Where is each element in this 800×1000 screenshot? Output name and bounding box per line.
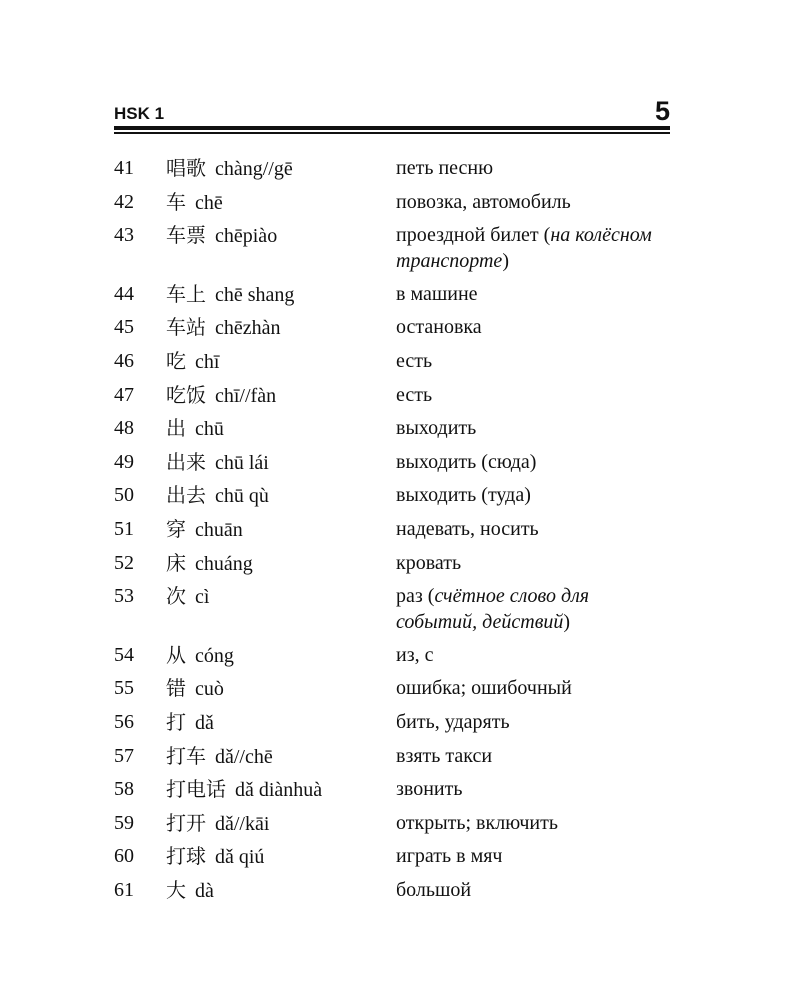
entry-pinyin: dǎ qiú bbox=[215, 846, 265, 869]
entry-pinyin: chī//fàn bbox=[215, 384, 277, 407]
entry-chinese bbox=[166, 743, 396, 770]
entry-chinese bbox=[166, 642, 396, 669]
entry-number: 53 bbox=[114, 585, 134, 608]
vocab-entry bbox=[114, 550, 670, 577]
entry-hanzi: 吃 bbox=[166, 348, 186, 373]
vocab-entry bbox=[114, 675, 670, 702]
translation-text: большой bbox=[396, 878, 472, 901]
entry-translation bbox=[396, 382, 670, 408]
translation-text: ) bbox=[563, 611, 571, 634]
entry-pinyin: chēzhàn bbox=[215, 317, 281, 340]
vocab-entry bbox=[114, 843, 670, 870]
entry-pinyin: dǎ//chē bbox=[215, 745, 273, 768]
entry-pinyin: chuān bbox=[195, 518, 243, 541]
header-title: HSK 1 bbox=[114, 104, 165, 123]
entry-hanzi: 车站 bbox=[166, 315, 206, 340]
entry-translation bbox=[396, 449, 670, 475]
entry-number: 44 bbox=[114, 282, 134, 305]
translation-text: есть bbox=[396, 349, 433, 372]
entry-hanzi: 打球 bbox=[166, 844, 206, 869]
entry-pinyin: cì bbox=[195, 586, 210, 609]
entry-hanzi: 出 bbox=[166, 416, 186, 441]
entry-translation bbox=[396, 675, 670, 701]
vocab-entry bbox=[114, 155, 670, 182]
entry-hanzi: 穿 bbox=[166, 516, 186, 541]
entry-translation bbox=[396, 281, 670, 307]
entry-chinese bbox=[166, 810, 396, 837]
entry-number: 47 bbox=[114, 383, 134, 406]
vocab-entry bbox=[114, 482, 670, 509]
entry-pinyin: chē shang bbox=[215, 283, 295, 306]
entry-chinese bbox=[166, 877, 396, 904]
translation-text: открыть; включить bbox=[396, 811, 558, 834]
entry-number: 58 bbox=[114, 778, 134, 801]
entry-chinese bbox=[166, 709, 396, 736]
entry-chinese bbox=[166, 482, 396, 509]
entry-pinyin: chū qù bbox=[215, 485, 269, 508]
entry-chinese bbox=[166, 675, 396, 702]
entry-hanzi: 大 bbox=[166, 877, 186, 902]
entry-number: 55 bbox=[114, 677, 134, 700]
vocab-entry bbox=[114, 642, 670, 669]
entry-hanzi: 打 bbox=[166, 709, 186, 734]
entry-hanzi: 车票 bbox=[166, 223, 206, 248]
entry-pinyin: chēpiào bbox=[215, 225, 278, 248]
entry-pinyin: cóng bbox=[195, 644, 234, 667]
translation-note: счётное слово для событий, действий bbox=[396, 585, 590, 634]
vocab-entry bbox=[114, 281, 670, 308]
entry-translation bbox=[396, 189, 670, 215]
entry-number: 45 bbox=[114, 316, 134, 339]
vocab-entry bbox=[114, 415, 670, 442]
translation-note: на колёсном транспорте bbox=[396, 224, 652, 273]
entry-chinese bbox=[166, 776, 396, 803]
entry-chinese bbox=[166, 348, 396, 375]
entry-pinyin: dǎ bbox=[195, 711, 214, 734]
entry-hanzi: 次 bbox=[166, 584, 186, 609]
entry-number: 59 bbox=[114, 811, 134, 834]
translation-text: из, с bbox=[396, 643, 434, 666]
entry-chinese bbox=[166, 314, 396, 341]
entry-translation bbox=[396, 709, 670, 735]
translation-text: петь песню bbox=[396, 157, 494, 179]
entry-translation bbox=[396, 810, 670, 836]
entry-pinyin: chē bbox=[195, 191, 223, 214]
entry-chinese bbox=[166, 382, 396, 409]
translation-text: ) bbox=[502, 250, 509, 273]
vocab-entry bbox=[114, 743, 670, 770]
entry-hanzi: 出来 bbox=[166, 449, 206, 474]
entry-translation bbox=[396, 222, 670, 274]
entry-translation bbox=[396, 516, 670, 542]
entry-pinyin: chàng//gē bbox=[215, 158, 293, 180]
header-rule-thin bbox=[114, 132, 670, 134]
entry-number: 56 bbox=[114, 710, 134, 733]
vocab-entry bbox=[114, 348, 670, 375]
translation-text: надевать, носить bbox=[396, 517, 539, 540]
entry-number: 49 bbox=[114, 450, 134, 473]
entry-hanzi: 吃饭 bbox=[166, 382, 206, 407]
entry-hanzi: 打电话 bbox=[166, 777, 226, 802]
entry-number: 57 bbox=[114, 744, 134, 767]
entry-hanzi: 车 bbox=[166, 189, 186, 214]
vocab-entry bbox=[114, 516, 670, 543]
entry-pinyin: chī bbox=[195, 350, 220, 373]
vocabulary-list bbox=[114, 155, 670, 910]
entry-pinyin: dǎ diànhuà bbox=[235, 779, 323, 802]
entry-number: 48 bbox=[114, 417, 134, 440]
vocab-entry bbox=[114, 189, 670, 216]
entry-chinese bbox=[166, 189, 396, 216]
entry-translation bbox=[396, 415, 670, 441]
entry-hanzi: 出去 bbox=[166, 483, 206, 508]
entry-number: 50 bbox=[114, 484, 134, 507]
vocab-entry bbox=[114, 776, 670, 803]
translation-text: звонить bbox=[396, 778, 463, 801]
entry-pinyin: chū lái bbox=[215, 451, 269, 474]
entry-translation bbox=[396, 843, 670, 869]
translation-text: ошибка; ошибочный bbox=[396, 677, 572, 700]
entry-translation bbox=[396, 155, 670, 181]
entry-chinese bbox=[166, 516, 396, 543]
entry-translation bbox=[396, 877, 670, 903]
entry-number: 42 bbox=[114, 190, 134, 213]
entry-chinese bbox=[166, 449, 396, 476]
entry-number: 41 bbox=[114, 157, 134, 179]
entry-number: 60 bbox=[114, 845, 134, 868]
translation-text: есть bbox=[396, 383, 433, 406]
entry-pinyin: chū bbox=[195, 418, 224, 441]
translation-text: раз ( bbox=[396, 585, 435, 608]
entry-translation bbox=[396, 550, 670, 576]
translation-text: бить, ударять bbox=[396, 710, 510, 733]
entry-hanzi: 唱歌 bbox=[166, 156, 206, 180]
entry-hanzi: 从 bbox=[166, 642, 186, 667]
entry-pinyin: dà bbox=[195, 879, 214, 902]
vocab-entry bbox=[114, 583, 670, 635]
vocab-entry bbox=[114, 877, 670, 904]
entry-hanzi: 打车 bbox=[166, 743, 206, 768]
translation-text: повозка, автомобиль bbox=[396, 190, 571, 213]
translation-text: проездной билет ( bbox=[396, 224, 551, 247]
vocab-entry bbox=[114, 314, 670, 341]
entry-pinyin: chuáng bbox=[195, 552, 253, 575]
translation-text: остановка bbox=[396, 316, 482, 339]
translation-text: играть в мяч bbox=[396, 845, 503, 868]
entry-hanzi: 床 bbox=[166, 550, 186, 575]
entry-translation bbox=[396, 642, 670, 668]
translation-text: выходить (сюда) bbox=[396, 450, 537, 473]
entry-number: 51 bbox=[114, 517, 134, 540]
vocab-entry bbox=[114, 709, 670, 736]
entry-chinese bbox=[166, 843, 396, 870]
entry-translation bbox=[396, 743, 670, 769]
entry-chinese bbox=[166, 222, 396, 249]
entry-chinese bbox=[166, 415, 396, 442]
entry-translation bbox=[396, 776, 670, 802]
entry-chinese bbox=[166, 281, 396, 308]
entry-number: 43 bbox=[114, 224, 134, 247]
translation-text: взять такси bbox=[396, 744, 493, 767]
page-header bbox=[114, 96, 670, 130]
entry-translation bbox=[396, 348, 670, 374]
entry-pinyin: cuò bbox=[195, 678, 224, 701]
vocab-entry bbox=[114, 222, 670, 274]
translation-text: выходить bbox=[396, 417, 477, 440]
vocab-entry bbox=[114, 810, 670, 837]
entry-number: 52 bbox=[114, 551, 134, 574]
entry-hanzi: 打开 bbox=[166, 810, 206, 835]
entry-translation bbox=[396, 583, 670, 635]
page-number: 5 bbox=[654, 96, 670, 126]
entry-chinese bbox=[166, 583, 396, 610]
entry-number: 61 bbox=[114, 878, 134, 901]
entry-hanzi: 车上 bbox=[166, 281, 206, 306]
entry-translation bbox=[396, 482, 670, 508]
entry-number: 54 bbox=[114, 643, 134, 666]
translation-text: выходить (туда) bbox=[396, 484, 531, 507]
vocab-entry bbox=[114, 449, 670, 476]
entry-hanzi: 错 bbox=[166, 676, 186, 701]
entry-chinese bbox=[166, 155, 396, 182]
entry-pinyin: dǎ//kāi bbox=[215, 812, 270, 835]
entry-translation bbox=[396, 314, 670, 340]
entry-chinese bbox=[166, 550, 396, 577]
entry-number: 46 bbox=[114, 349, 134, 372]
vocab-entry bbox=[114, 382, 670, 409]
translation-text: кровать bbox=[396, 551, 462, 574]
header-rule-thick bbox=[114, 126, 670, 130]
translation-text: в машине bbox=[396, 282, 478, 305]
